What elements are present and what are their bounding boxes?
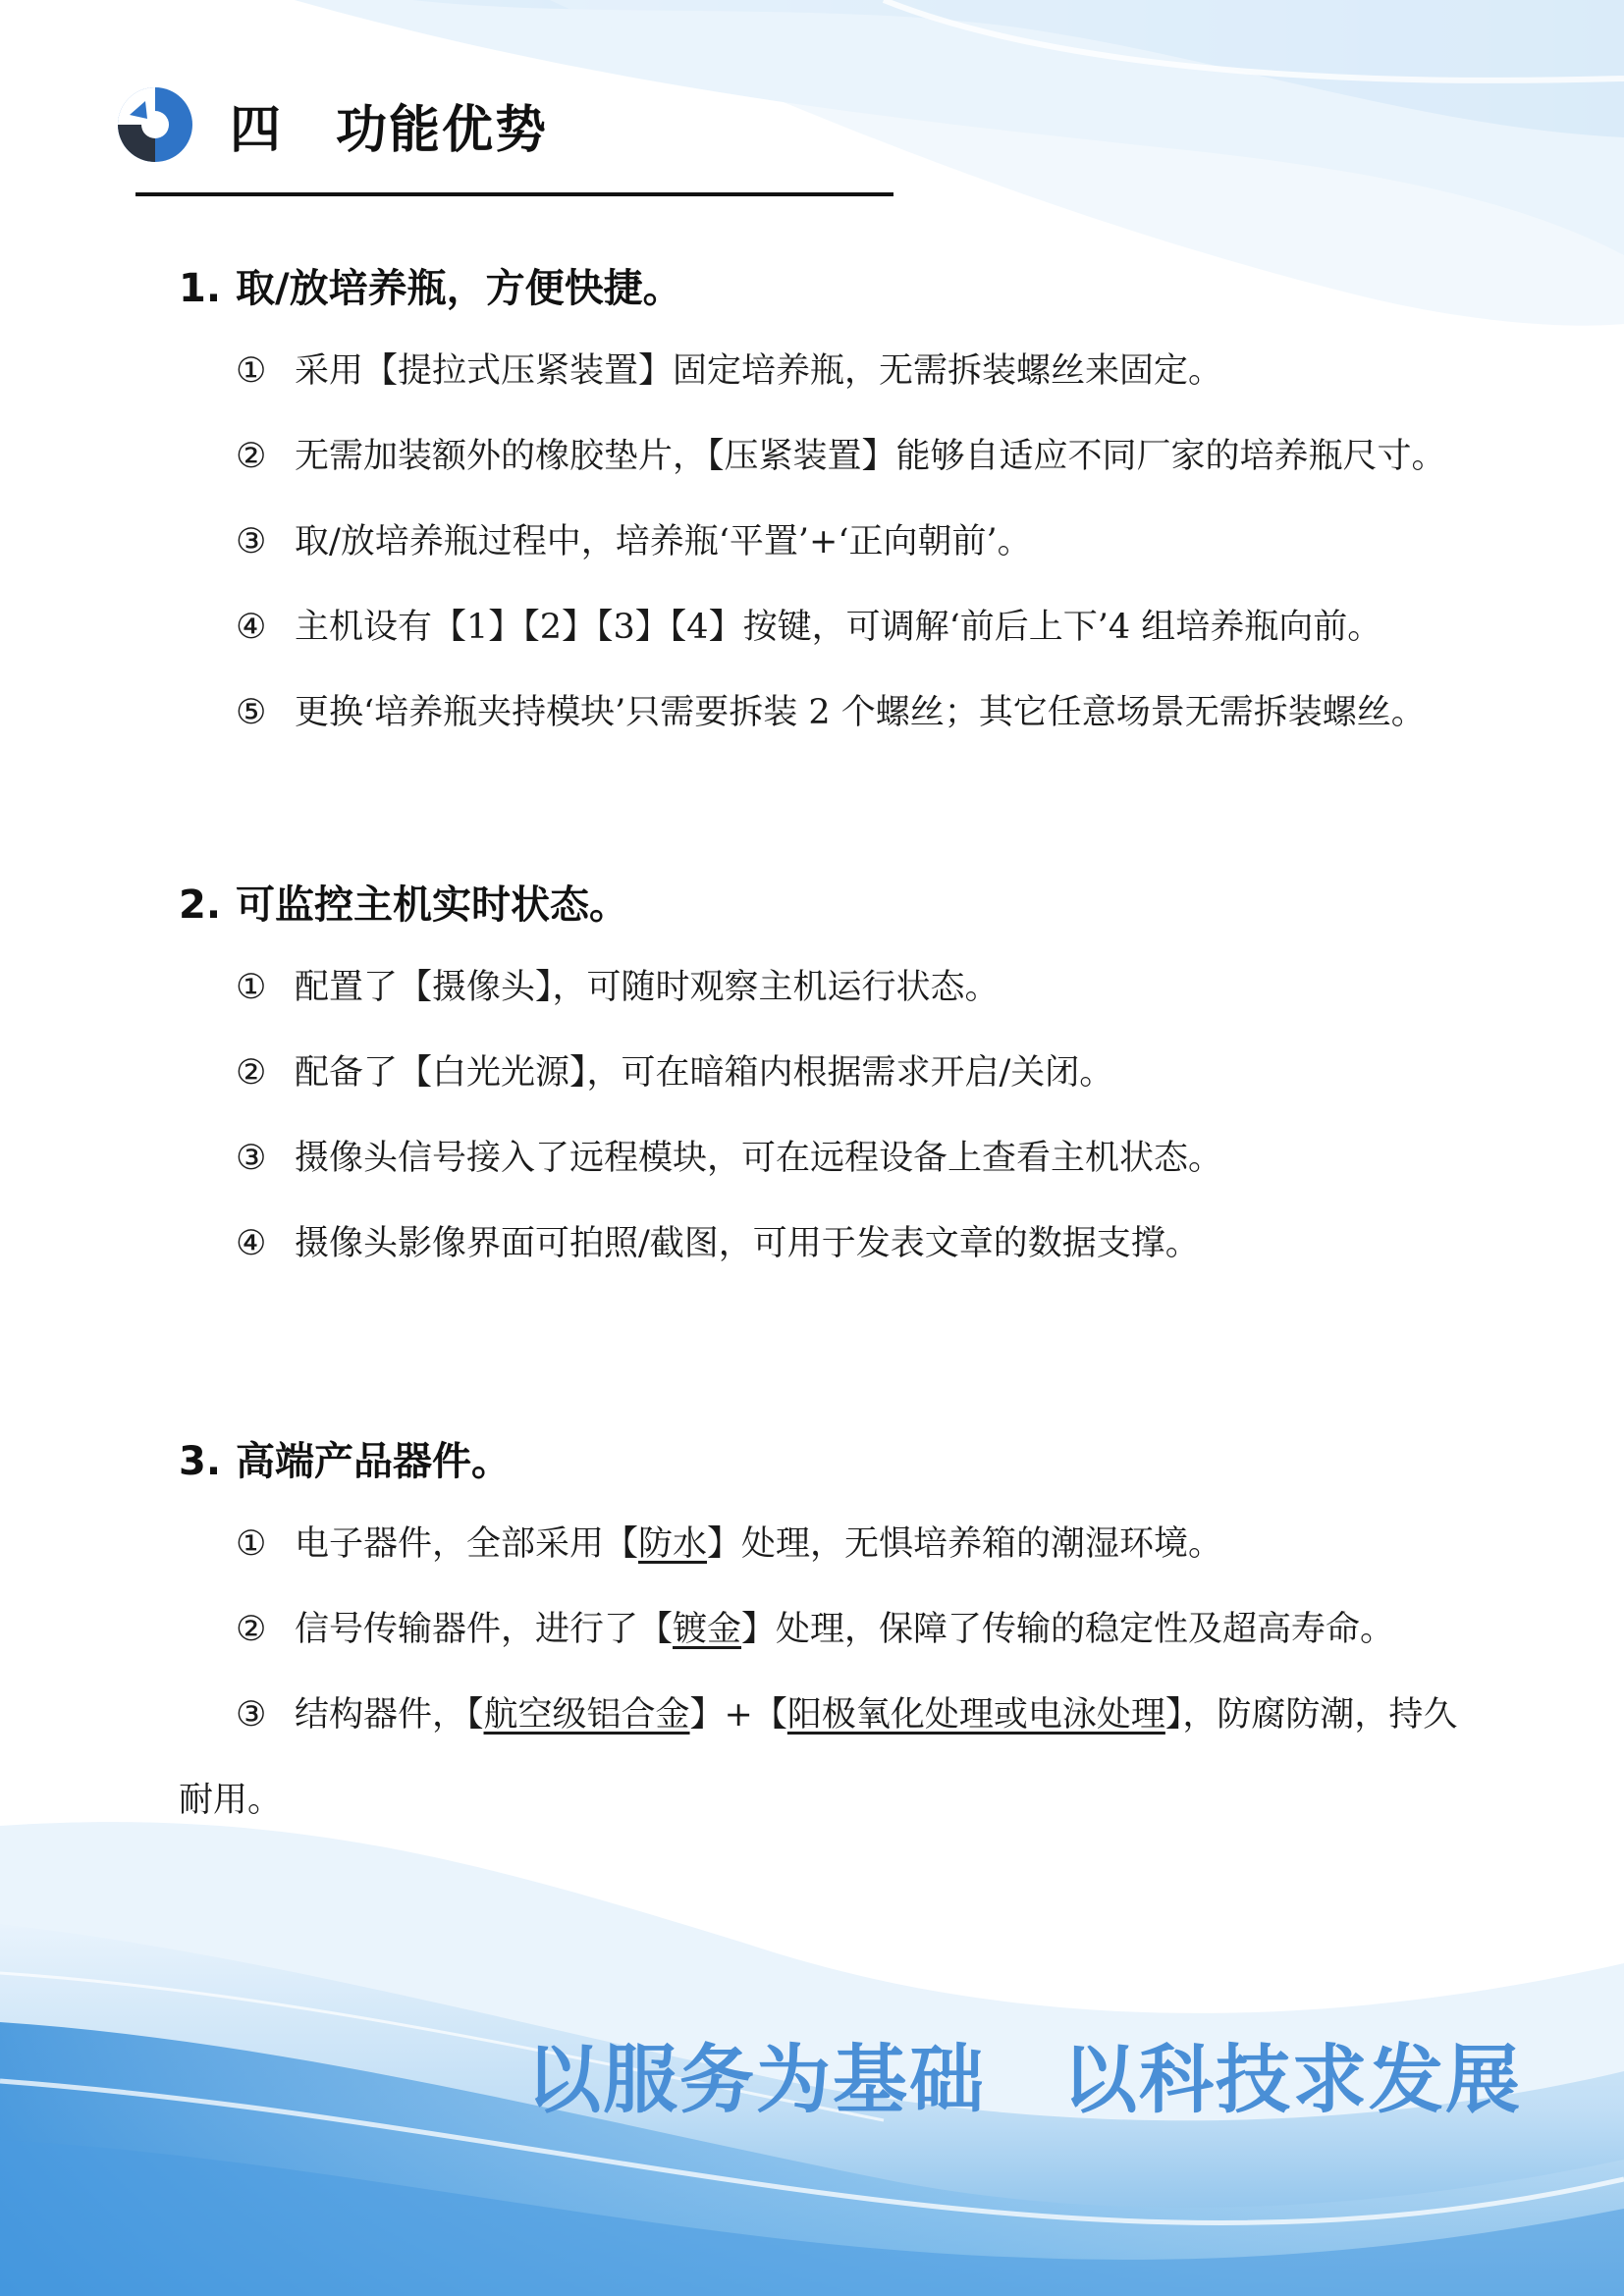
section-title: 取/放培养瓶，方便快捷。 [236, 266, 682, 311]
page-title: 四 功能优势 [230, 100, 549, 160]
list-item [236, 1687, 1457, 1736]
header-divider [135, 192, 893, 196]
list-item [236, 1045, 1113, 1095]
section-title: 高端产品器件。 [236, 1439, 511, 1484]
item-continuation: 耐用。 [179, 1781, 283, 1820]
section-number: 3. [179, 1439, 222, 1484]
item-text: 】+【 [689, 1695, 787, 1735]
item-text: 】，防腐防潮，持久 [1164, 1695, 1458, 1735]
section-header [116, 82, 548, 167]
underlined-term: 镀金 [673, 1610, 742, 1649]
list-item [236, 514, 1032, 563]
section-number: 1. [179, 266, 222, 311]
item-marker: ③ [236, 1695, 267, 1735]
item-text: 无需加装额外的橡胶垫片，【压紧装置】能够自适应不同厂家的培养瓶尺寸。 [295, 437, 1446, 476]
item-marker: ③ [236, 1139, 267, 1178]
list-item [236, 1602, 1394, 1651]
item-marker: ⑤ [236, 693, 267, 732]
circle-segment-logo-icon [116, 85, 194, 164]
item-text: 】处理，保障了传输的稳定性及超高寿命。 [741, 1610, 1395, 1649]
item-text: 采用【提拉式压紧装置】固定培养瓶，无需拆装螺丝来固定。 [295, 351, 1223, 391]
list-item [236, 429, 1446, 478]
item-marker: ① [236, 351, 267, 391]
section-title: 可监控主机实时状态。 [236, 882, 628, 928]
list-item [236, 1131, 1222, 1180]
item-marker: ② [236, 437, 267, 476]
item-text: 取/放培养瓶过程中，培养瓶‘平置’+‘正向朝前’。 [295, 522, 1032, 561]
underlined-term: 防水 [638, 1524, 708, 1564]
underlined-term: 阳极氧化处理或电泳处理 [786, 1695, 1165, 1735]
item-marker: ① [236, 1524, 267, 1564]
list-item [236, 344, 1222, 393]
list-item [236, 600, 1381, 649]
item-marker: ④ [236, 1224, 267, 1263]
item-text: 信号传输器件，进行了【 [295, 1610, 674, 1649]
item-text: 】处理，无惧培养箱的潮湿环境。 [707, 1524, 1223, 1564]
item-marker: ② [236, 1610, 267, 1649]
item-marker: ④ [236, 608, 267, 647]
item-text: 配备了【白光光源】，可在暗箱内根据需求开启/关闭。 [295, 1053, 1114, 1093]
item-text: 结构器件，【 [295, 1695, 484, 1735]
item-text: 电子器件，全部采用【 [295, 1524, 639, 1564]
list-item [236, 1216, 1200, 1265]
section-heading-3 [179, 1430, 511, 1486]
list-item [236, 685, 1426, 734]
list-item [236, 1517, 1222, 1566]
item-marker: ③ [236, 522, 267, 561]
list-item [236, 960, 1000, 1009]
item-marker: ② [236, 1053, 267, 1093]
item-text: 配置了【摄像头】，可随时观察主机运行状态。 [295, 968, 1000, 1007]
item-text: 更换‘培养瓶夹持模块’只需要拆装 2 个螺丝；其它任意场景无需拆装螺丝。 [295, 693, 1426, 732]
item-text: 摄像头影像界面可拍照/截图，可用于发表文章的数据支撑。 [295, 1224, 1200, 1263]
underlined-term: 航空级铝合金 [483, 1695, 690, 1735]
item-marker: ① [236, 968, 267, 1007]
section-number: 2. [179, 882, 222, 928]
item-text: 摄像头信号接入了远程模块，可在远程设备上查看主机状态。 [295, 1139, 1223, 1178]
section-heading-2 [179, 874, 628, 930]
section-heading-1 [179, 257, 682, 313]
footer-slogan: 以服务为基础 以科技求发展 [526, 2036, 1522, 2123]
item-text: 主机设有【1】【2】【3】【4】按键，可调解‘前后上下’4 组培养瓶向前。 [295, 608, 1382, 647]
